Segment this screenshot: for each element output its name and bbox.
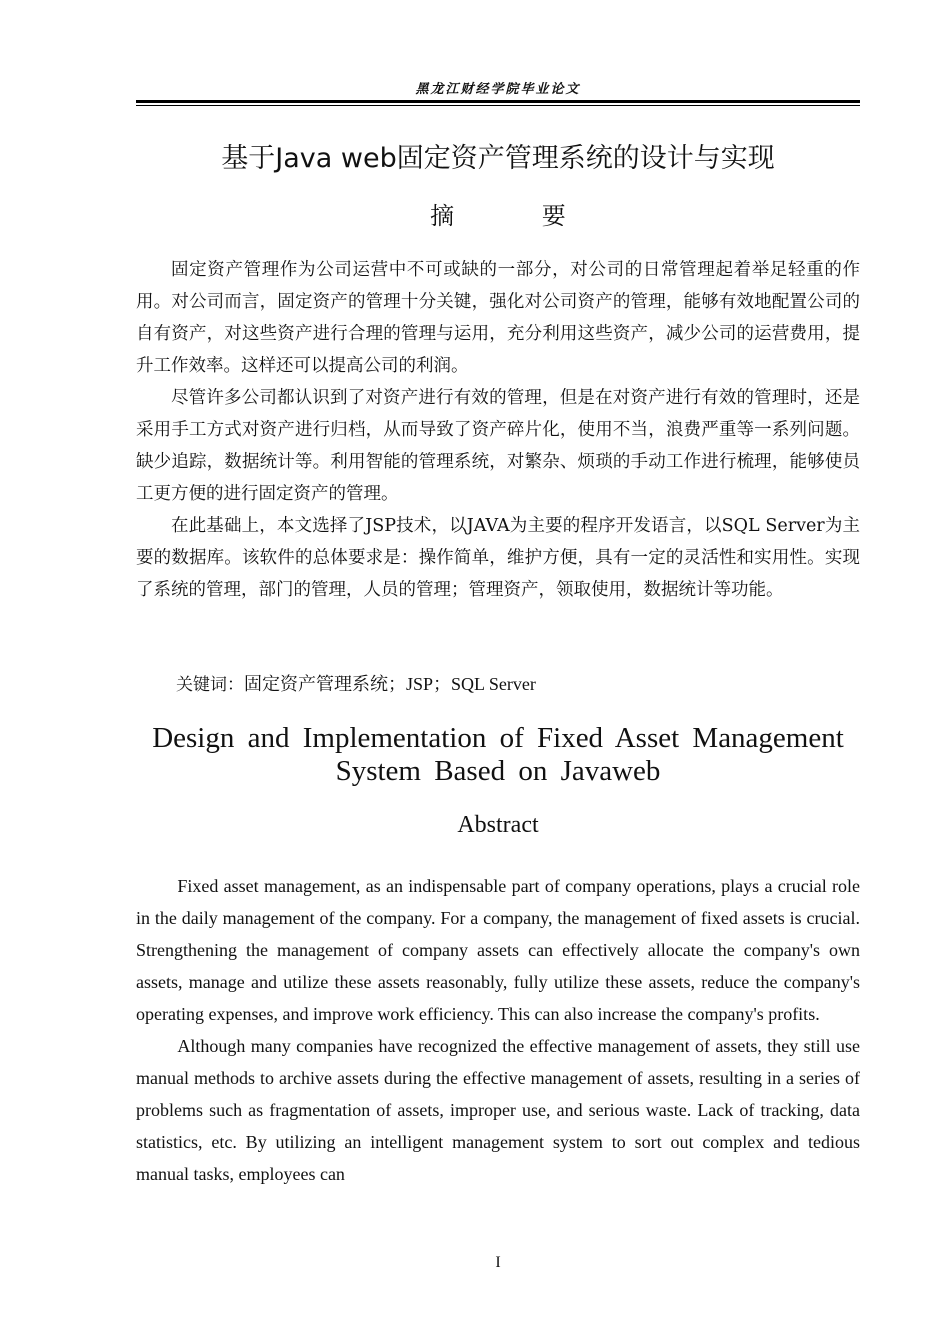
english-abstract-heading: Abstract <box>457 812 539 838</box>
header-rule-thin <box>136 105 860 106</box>
header-rule-thick <box>136 100 860 103</box>
english-abstract-body <box>136 870 860 1190</box>
english-title: Design and Implementation of Fixed Asset Management System Based on Javaweb <box>152 722 844 787</box>
running-header: 黑龙江财经学院毕业论文 <box>415 82 581 97</box>
chinese-keywords <box>176 670 860 699</box>
chinese-title: 基于Java web固定资产管理系统的设计与实现 <box>221 143 775 174</box>
chinese-paragraph-3: 在此基础上，本文选择了JSP技术，以JAVA为主要的程序开发语言，以SQL Server为主要的数据库。该软件的总体要求是：操作简单，维护方便，具有一定的灵活性和实用性。实现了系统的管理，部门的管理，人员的管理；管理资产，领取使用，数据统计等功能。 <box>136 516 860 600</box>
chinese-paragraph-1: 固定资产管理作为公司运营中不可或缺的一部分，对公司的日常管理起着举足轻重的作用。对公司而言，固定资产的管理十分关键，强化对公司资产的管理，能够有效地配置公司的自有资产，对这些资产进行合理的管理与运用，充分利用这些资产，减少公司的运营费用，提升工作效率。这样还可以提高公司的利润。 <box>136 260 860 376</box>
chinese-abstract-heading: 摘 要 <box>430 202 606 230</box>
keywords-value: 固定资产管理系统；JSP；SQL Server <box>244 674 536 694</box>
english-paragraph-2: Although many companies have recognized the effective management of assets, they still use manual methods to archive assets during the effective management of assets, resulting in a series of problems such as fragmentation of assets, improper use, and serious waste. Lack of tracking, data statistics, etc. By utilizing an intelligent management system to sort out complex and tedious manual tasks, employees can <box>136 1036 860 1184</box>
page-number: I <box>495 1254 501 1271</box>
chinese-paragraph-2: 尽管许多公司都认识到了对资产进行有效的管理，但是在对资产进行有效的管理时，还是采用手工方式对资产进行归档，从而导致了资产碎片化，使用不当，浪费严重等一系列问题。缺少追踪，数据统计等。利用智能的管理系统，对繁杂、烦琐的手动工作进行梳理，能够使员工更方便的进行固定资产的管理。 <box>136 388 860 504</box>
english-paragraph-1: Fixed asset management, as an indispensable part of company operations, plays a crucial role in the daily management of the company. For a company, the management of fixed assets is crucial. Strengthening the management of company assets can effectively allocate the company's own assets, manage and utilize these assets reasonably, fully utilize these assets, reduce the company's operating expenses, and improve work efficiency. This can also increase the company's profits. <box>136 876 860 1024</box>
chinese-abstract-body <box>136 254 860 606</box>
keywords-label: 关键词： <box>176 675 244 695</box>
